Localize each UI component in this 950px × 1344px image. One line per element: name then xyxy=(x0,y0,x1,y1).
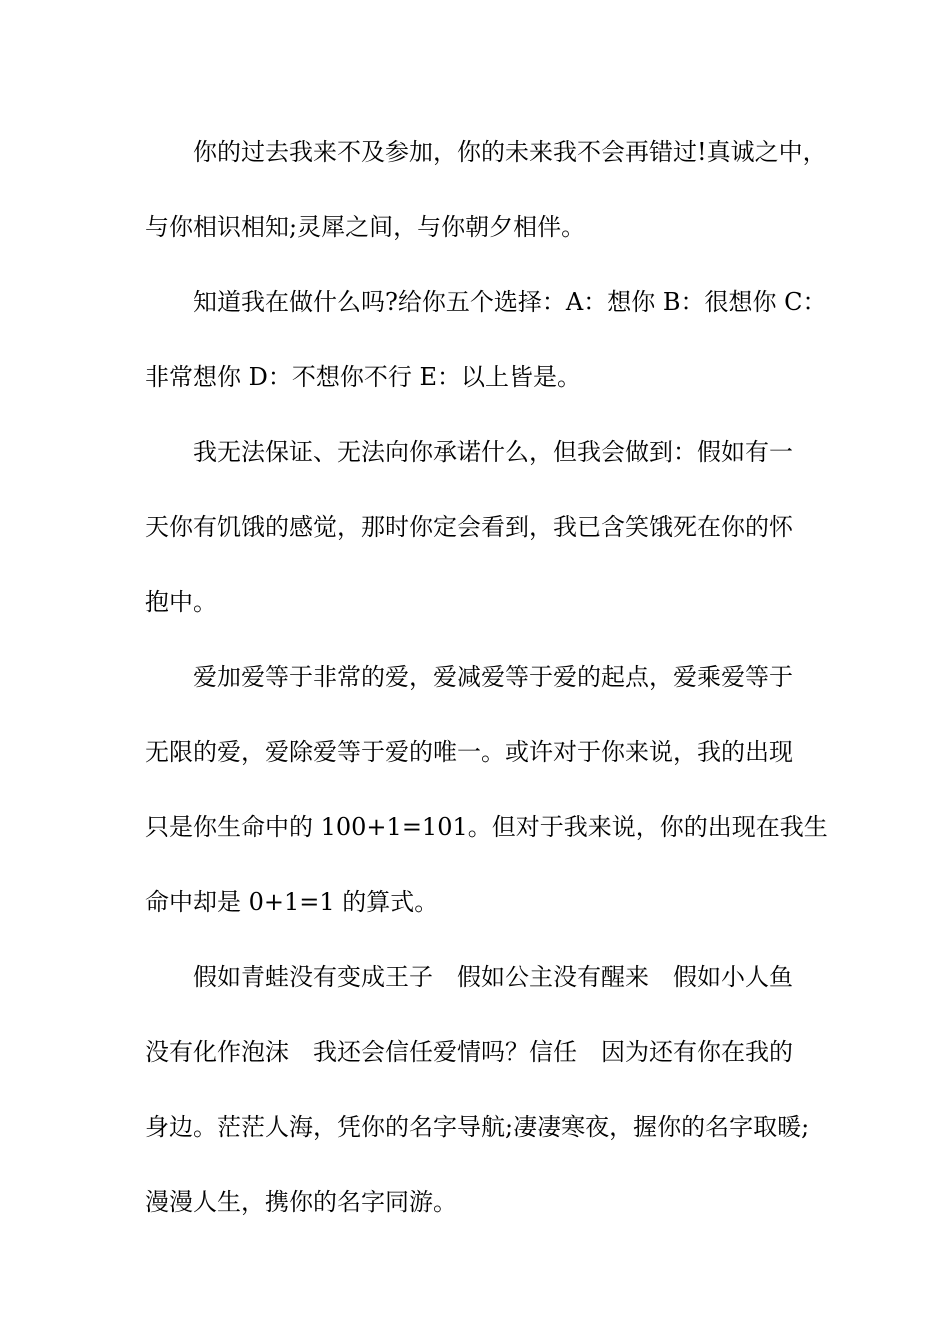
paragraph-line: 漫漫人生，携你的名字同游。 xyxy=(145,1188,457,1216)
paragraph-3 xyxy=(145,424,825,649)
paragraph-line: 非常想你 D：不想你不行 E：以上皆是。 xyxy=(145,363,582,391)
paragraph-1 xyxy=(145,124,825,274)
paragraph-line: 无限的爱，爱除爱等于爱的唯一。或许对于你来说，我的出现 xyxy=(145,738,793,766)
paragraph-line: 假如青蛙没有变成王子 假如公主没有醒来 假如小人鱼 xyxy=(193,963,793,991)
paragraph-line: 没有化作泡沫 我还会信任爱情吗？信任 因为还有你在我的 xyxy=(145,1038,793,1066)
paragraph-line: 与你相识相知;灵犀之间，与你朝夕相伴。 xyxy=(145,213,586,241)
paragraph-line: 我无法保证、无法向你承诺什么，但我会做到：假如有一 xyxy=(193,438,793,466)
paragraph-line: 天你有饥饿的感觉，那时你定会看到，我已含笑饿死在你的怀 xyxy=(145,513,793,541)
paragraph-line: 爱加爱等于非常的爱，爱减爱等于爱的起点，爱乘爱等于 xyxy=(193,663,793,691)
paragraph-line: 只是你生命中的 100+1=101。但对于我来说，你的出现在我生 xyxy=(145,813,828,841)
paragraph-line: 身边。茫茫人海，凭你的名字导航;凄凄寒夜，握你的名字取暖; xyxy=(145,1113,810,1141)
paragraph-line: 知道我在做什么吗?给你五个选择：A：想你 B：很想你 C： xyxy=(193,288,827,316)
paragraph-line: 抱中。 xyxy=(145,588,217,616)
paragraph-4 xyxy=(145,649,828,949)
paragraph-line: 你的过去我来不及参加，你的未来我不会再错过!真诚之中， xyxy=(193,138,827,166)
paragraph-2 xyxy=(145,274,825,424)
paragraph-line: 命中却是 0+1=1 的算式。 xyxy=(145,888,439,916)
paragraph-5 xyxy=(145,949,825,1249)
document-page xyxy=(145,124,828,1249)
